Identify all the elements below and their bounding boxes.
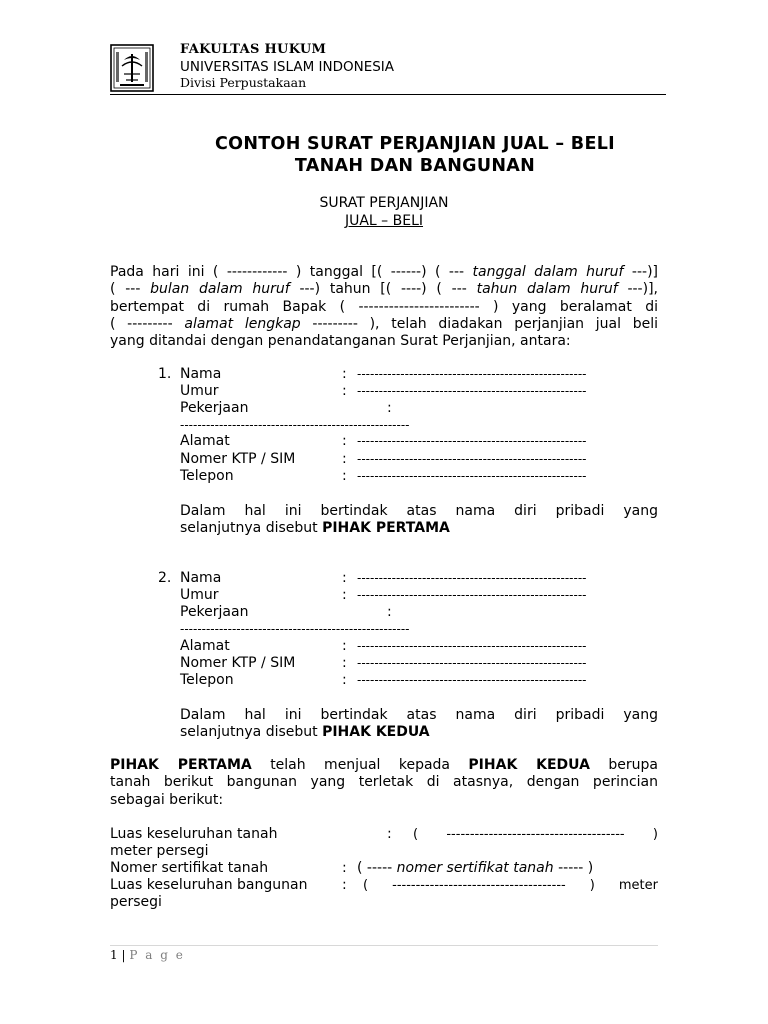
party1-pekerjaan-blank: ----------------------------------------------------- bbox=[180, 418, 410, 432]
intro-line: ( --- bulan dalam huruf ---) tahun [( ----) ( --- tahun dalam huruf ---)], bbox=[110, 281, 658, 298]
statement-line: selanjutnya disebut PIHAK KEDUA bbox=[180, 724, 430, 741]
party1-nama-label: Nama bbox=[180, 366, 222, 382]
luas-bangunan-label: Luas keseluruhan bangunan bbox=[110, 877, 308, 893]
party2-nama-label: Nama bbox=[180, 570, 222, 586]
party1-telepon-blank: ----------------------------------------------------- bbox=[357, 469, 587, 483]
document-title-line1: CONTOH SURAT PERJANJIAN JUAL – BELI bbox=[215, 134, 615, 154]
party1-alamat-label: Alamat bbox=[180, 433, 230, 449]
division-name: Divisi Perpustakaan bbox=[180, 75, 307, 90]
party2-ktp-blank: ----------------------------------------------------- bbox=[357, 656, 587, 670]
luas-bangunan-unit: persegi bbox=[110, 894, 162, 910]
party2-telepon-blank: ----------------------------------------------------- bbox=[357, 673, 587, 687]
colon: : bbox=[387, 604, 392, 620]
colon: : bbox=[342, 433, 347, 449]
party1-ktp-blank: ----------------------------------------------------- bbox=[357, 452, 587, 466]
colon: : bbox=[342, 655, 347, 671]
party2-pekerjaan-label: Pekerjaan bbox=[180, 604, 249, 620]
university-name: UNIVERSITAS ISLAM INDONESIA bbox=[180, 58, 395, 75]
intro-line: bertempat di rumah Bapak ( ------------------------ ) yang beralamat di bbox=[110, 298, 658, 315]
footer-rule bbox=[110, 945, 658, 946]
colon: : bbox=[342, 860, 347, 876]
intro-line: Pada hari ini ( ------------ ) tanggal [( ------) ( --- tanggal dalam huruf ---)] bbox=[110, 264, 659, 280]
header-rule bbox=[110, 94, 666, 95]
colon: : bbox=[342, 672, 347, 688]
party2-telepon-label: Telepon bbox=[180, 672, 234, 688]
statement-line: selanjutnya disebut PIHAK PERTAMA bbox=[180, 520, 450, 537]
party1-umur-label: Umur bbox=[180, 383, 219, 399]
faculty-name: FAKULTAS HUKUM bbox=[180, 42, 327, 57]
page-separator: | bbox=[121, 948, 126, 962]
colon: : bbox=[342, 877, 347, 893]
sale-line: PIHAK PERTAMA telah menjual kepada PIHAK KEDUA berupa bbox=[110, 757, 658, 773]
party1-pekerjaan-label: Pekerjaan bbox=[180, 400, 249, 416]
colon: : bbox=[342, 383, 347, 399]
party2-alamat-label: Alamat bbox=[180, 638, 230, 654]
luas-tanah-blank: ( -------------------------------------- ) bbox=[413, 827, 658, 842]
party1-alamat-blank: ----------------------------------------------------- bbox=[357, 434, 587, 448]
colon: : bbox=[342, 451, 347, 467]
party1-ktp-label: Nomer KTP / SIM bbox=[180, 451, 296, 467]
letterhead bbox=[180, 42, 394, 92]
luas-bangunan-blank: ( ------------------------------------- ) meter bbox=[363, 878, 658, 893]
colon: : bbox=[387, 826, 392, 842]
luas-tanah-label: Luas keseluruhan tanah bbox=[110, 826, 278, 842]
colon: : bbox=[342, 570, 347, 586]
party2-nama-blank: ----------------------------------------------------- bbox=[357, 571, 587, 585]
subtitle-line2: JUAL – BELI bbox=[344, 213, 424, 229]
page-number: 1 bbox=[110, 948, 118, 962]
party2-pekerjaan-blank: ----------------------------------------------------- bbox=[180, 622, 410, 636]
document-title-line2: TANAH DAN BANGUNAN bbox=[294, 156, 536, 176]
intro-line: yang ditandai dengan penandatanganan Surat Perjanjian, antara: bbox=[110, 333, 571, 350]
party2-statement bbox=[180, 707, 658, 742]
party2-umur-blank: ----------------------------------------------------- bbox=[357, 588, 587, 602]
party1-telepon-label: Telepon bbox=[180, 468, 234, 484]
party2-alamat-blank: ----------------------------------------------------- bbox=[357, 639, 587, 653]
subtitle-line1: SURAT PERJANJIAN bbox=[319, 195, 449, 211]
sale-paragraph bbox=[110, 757, 658, 809]
sertifikat-blank: ( ----- nomer sertifikat tanah ----- ) bbox=[357, 860, 594, 876]
party1-statement bbox=[180, 503, 658, 538]
statement-line: Dalam hal ini bertindak atas nama diri pribadi yang bbox=[180, 707, 658, 723]
party1-number: 1. bbox=[158, 366, 172, 382]
colon: : bbox=[342, 366, 347, 382]
sale-line: tanah berikut bangunan yang terletak di atasnya, dengan perincian bbox=[110, 774, 658, 791]
university-logo bbox=[110, 44, 154, 92]
colon: : bbox=[387, 400, 392, 416]
sertifikat-label: Nomer sertifikat tanah bbox=[110, 860, 269, 876]
colon: : bbox=[342, 638, 347, 654]
party2-umur-label: Umur bbox=[180, 587, 219, 603]
intro-line: ( --------- alamat lengkap --------- ), telah diadakan perjanjian jual beli bbox=[110, 315, 659, 332]
party2-number: 2. bbox=[158, 570, 172, 586]
page-footer bbox=[110, 948, 185, 962]
party1-umur-blank: ----------------------------------------------------- bbox=[357, 384, 587, 398]
party1-nama-blank: ----------------------------------------------------- bbox=[357, 367, 587, 381]
statement-line: Dalam hal ini bertindak atas nama diri pribadi yang bbox=[180, 503, 658, 519]
colon: : bbox=[342, 468, 347, 484]
intro-paragraph bbox=[110, 264, 658, 350]
luas-tanah-unit: meter persegi bbox=[110, 843, 209, 859]
sale-line: sebagai berikut: bbox=[110, 791, 224, 808]
party2-ktp-label: Nomer KTP / SIM bbox=[180, 655, 296, 671]
page-word: P a g e bbox=[129, 948, 185, 962]
colon: : bbox=[342, 587, 347, 603]
